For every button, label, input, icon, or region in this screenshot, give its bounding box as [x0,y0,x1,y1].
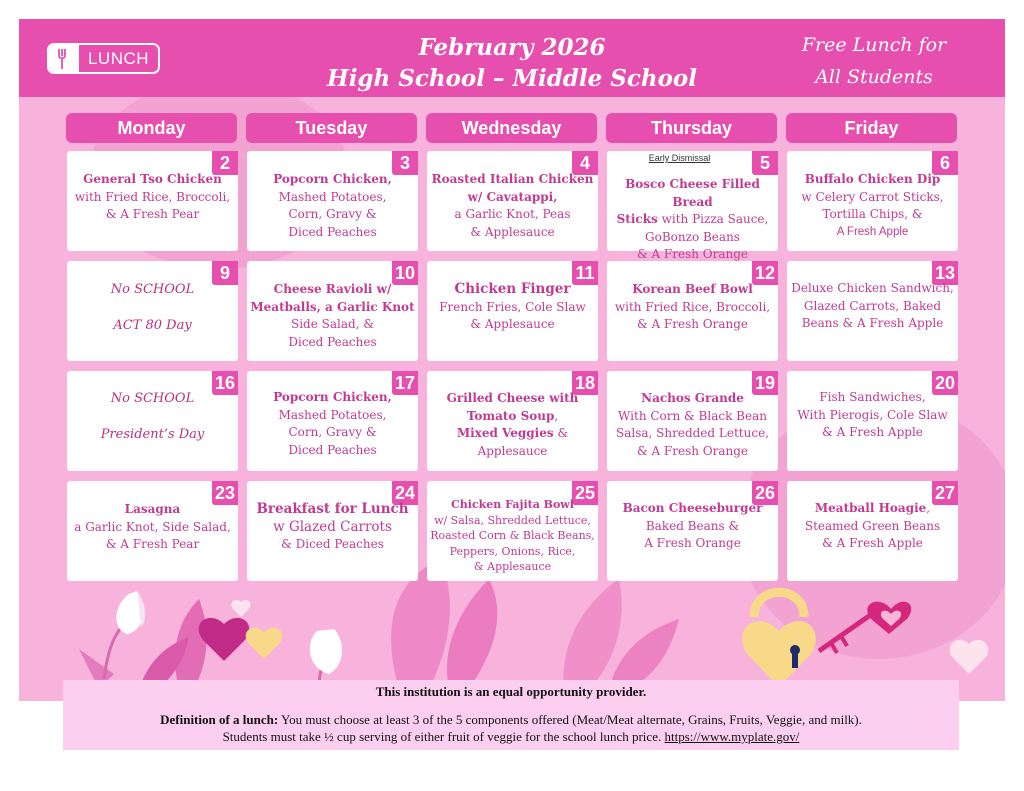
entree: Cheese Ravioli w/ [273,282,392,296]
entree: Popcorn Chicken, [273,390,392,404]
definition-label: Definition of a lunch: [160,712,279,727]
side: Corn, Gravy & [288,425,377,439]
page-title [319,32,705,94]
side: Steamed Green Beans [804,518,941,533]
menu-text [609,281,776,334]
side: GoBonzo Beans [645,229,740,244]
side: Tortilla Chips, & [822,207,923,221]
lunch-logo [47,43,160,74]
side: with Fried Rice, Broccoli, [74,189,231,204]
side: a Garlic Knot, Side Salad, [74,519,231,534]
day-number: 12 [752,261,778,285]
side: With Corn & Black Bean [618,408,767,423]
holiday-label: ACT 80 Day [113,318,192,333]
day-cell [607,371,778,471]
entree: Meatball Hoagie [814,501,927,515]
day-cell [787,481,958,581]
day-cell [247,261,418,361]
side: Baked Beans & [645,518,740,533]
side: Mashed Potatoes, [278,189,387,204]
title-schools: High School – Middle School [326,65,698,92]
day-cell [427,151,598,251]
entree: Buffalo Chicken Dip [804,172,941,186]
side: with Pizza Sauce, [661,212,769,226]
entree: Bosco Cheese Filled Bread [625,177,760,209]
menu-text [249,389,416,459]
entree: Roasted Italian Chicken [431,172,594,186]
menu-text [789,389,956,442]
header-bar [19,19,1005,97]
day-cell [607,151,778,261]
day-number: 2 [212,151,238,175]
entree: Breakfast for Lunch [256,501,409,517]
day-cell [67,481,238,581]
day-cell [67,151,238,251]
weekday-friday: Friday [786,113,957,143]
lunch-definition [63,711,959,728]
entree: Chicken Finger [454,281,571,297]
side: Diced Peaches [288,224,377,239]
side: & A Fresh Orange [636,443,749,458]
weekday-wednesday: Wednesday [426,113,597,143]
entree: Nachos Grande [641,391,744,405]
weekday-monday: Monday [66,113,237,143]
day-number: 18 [572,371,598,395]
day-cell [787,151,958,251]
side: w/ Salsa, Shredded Lettuce, [434,513,591,527]
side: a Garlic Knot, Peas [454,207,571,221]
entree: Lasagna [124,502,181,516]
side: Mashed Potatoes, [278,407,387,422]
side: Mixed Veggies [456,426,554,440]
day-number: 23 [212,481,238,505]
day-cell [427,261,598,361]
day-cell [607,481,778,581]
footer-notice [63,680,959,750]
entree: w/ Cavatappi, [467,189,558,204]
entree: Meatballs, a Garlic Knot [250,299,415,314]
day-number: 4 [572,151,598,175]
day-number: 19 [752,371,778,395]
day-number: 10 [392,261,418,285]
side: Peppers, Onions, Rice, [449,544,576,558]
side: French Fries, Cole Slaw [439,299,586,314]
side: Roasted Corn & Black Beans, [430,529,595,542]
weekday-thursday: Thursday [606,113,777,143]
day-cell [247,371,418,471]
no-school-label: No SCHOOL [110,391,195,406]
menu-poster [19,19,1005,701]
entree: Chicken Fajita Bowl [451,498,574,511]
day-number: 9 [212,261,238,285]
side: With Pierogis, Cole Slaw [797,407,948,422]
side: & Applesauce [473,560,552,573]
side: Glazed Carrots, Baked [803,298,942,313]
early-dismissal-note: Early Dismissal [648,153,711,163]
menu-text [609,390,776,460]
day-cell [787,261,958,361]
menu-text [249,171,416,241]
logo-label: LUNCH [87,48,150,68]
day-number: 5 [752,151,778,175]
entree: Popcorn Chicken, [273,172,392,186]
serving-requirement [63,728,959,745]
menu-text [609,176,776,264]
free-line-2: All Students [815,66,933,88]
entree: Fish Sandwiches, [819,390,926,404]
day-number: 26 [752,481,778,505]
punctuation: , [926,501,931,515]
day-cell [247,481,418,581]
menu-text [69,171,236,224]
title-month: February 2026 [418,34,606,61]
myplate-link[interactable]: https://www.myplate.gov/ [664,729,800,744]
side: & A Fresh Orange [636,317,749,331]
side: & A Fresh Pear [105,207,200,221]
side: & A Fresh Pear [105,537,200,551]
menu-text [429,390,596,460]
entree: Bacon Cheeseburger [622,501,763,515]
side: w Celery Carrot Sticks, [801,189,944,204]
entree: Korean Beef Bowl [632,282,753,296]
menu-text [789,171,956,241]
weekday-tuesday: Tuesday [246,113,417,143]
day-cell [427,481,598,581]
day-number: 13 [932,261,958,285]
day-number: 16 [212,371,238,395]
day-cell [787,371,958,471]
day-number: 17 [392,371,418,395]
definition-text: You must choose at least 3 of the 5 components offered (Meat/Meat alternate, Grains, Fruits, Veggie, and milk). [280,712,862,727]
serving-text: Students must take ½ cup serving of either fruit of veggie for the school lunch price. [222,729,662,744]
side: & A Fresh Orange [636,247,749,261]
menu-text [429,281,596,334]
menu-text [609,500,776,553]
day-number: 3 [392,151,418,175]
side: & Applesauce [470,317,555,331]
day-cell [67,371,238,471]
punctuation: & [557,426,569,440]
entree: Grilled Cheese with [446,391,579,405]
day-number: 27 [932,481,958,505]
side: & A Fresh Apple [822,425,923,439]
side: A Fresh Apple [836,225,909,238]
day-cell [247,151,418,251]
free-line-1: Free Lunch for [801,34,947,56]
menu-text [249,281,416,351]
side: w Glazed Carrots [273,518,392,535]
side: Corn, Gravy & [288,207,377,221]
day-cell [427,371,598,471]
menu-text [429,497,596,575]
entree: General Tso Chicken [83,172,222,186]
side: Salsa, Shredded Lettuce, [616,426,769,440]
menu-text [789,500,956,553]
side: & A Fresh Apple [822,536,923,550]
entree: Sticks [616,212,658,226]
entree: Deluxe Chicken Sandwich, [791,281,954,295]
side: A Fresh Orange [644,536,741,550]
holiday-label: President’s Day [100,427,205,442]
side: Applesauce [477,443,548,458]
no-school-label: No SCHOOL [110,282,195,297]
entree: Tomato Soup [466,408,555,423]
equal-opportunity-statement: This institution is an equal opportunity provider. [375,684,647,699]
side: Beans & A Fresh Apple [801,316,944,330]
day-number: 25 [572,481,598,505]
menu-text [789,280,956,333]
menu-text [249,501,416,554]
side: & Applesauce [470,224,555,239]
free-lunch-banner [779,29,969,93]
day-number: 11 [572,261,598,285]
side: with Fried Rice, Broccoli, [614,299,771,314]
day-number: 6 [932,151,958,175]
menu-text [69,501,236,554]
menu-text [429,171,596,241]
side: Diced Peaches [288,334,377,349]
fork-icon [49,45,79,72]
day-cell [67,261,238,361]
side: Side Salad, & [290,317,374,331]
day-number: 24 [392,481,418,505]
side: & Diced Peaches [281,537,384,551]
day-cell [607,261,778,361]
side: Diced Peaches [288,442,377,457]
day-number: 20 [932,371,958,395]
punctuation: , [554,408,559,423]
